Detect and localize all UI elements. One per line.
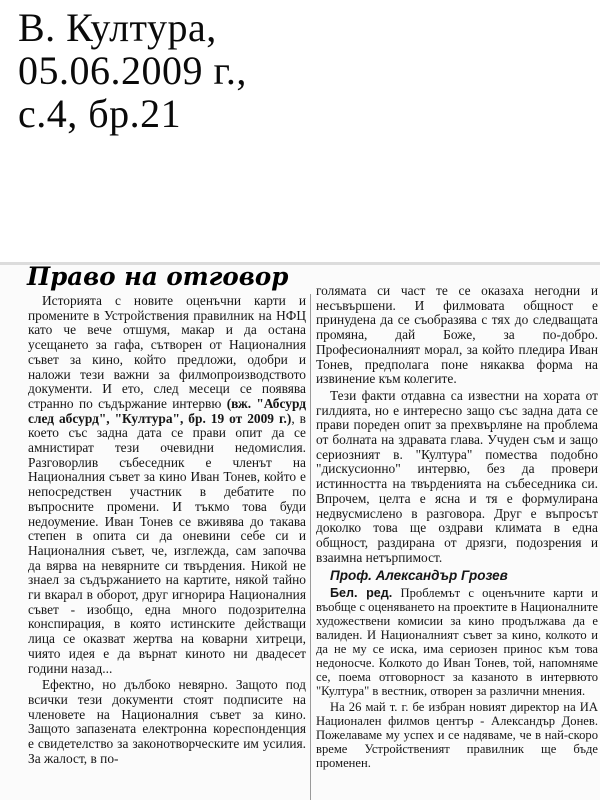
left-paragraph-2: Ефектно, но дълбоко невярно. Защото под всички тези документи стоят подписите на членовете на Националния съвет за кино. Защото запазената електронна кореспонденция е свидетелство за законотворческите им усилия. За жалост, в по- (28, 677, 306, 766)
newspaper-clipping (0, 262, 600, 800)
source-page-issue: с.4, бр.21 (18, 91, 182, 136)
right-paragraph-1: голямата си част те се оказаха негодни и несъвършени. И филмовата общност е принудена да се съобразява с тях до следващата промяна, дай Боже, за по-добро. Професионалният морал, за който пледира Иван Тонев, предполага поне някаква форма на извинение към колегите. (316, 284, 598, 387)
editor-note-text-1: Проблемът с оценъчните карти и въобще с оценяването на проектите в Националните художествени комисии за кино продължава да е валиден. И Националният съвет за кино, колкото и да не му се иска, има сериозен принос към това недоносче. Колкото до Иван Тонев, той, напомняме се, поема отговорност за казаното в интервюто "Култура" в вестник, отворен за различни мнения. (316, 586, 598, 699)
left-paragraph-1-text-b: , в което със задна дата се прави опит да се амнистират тези очевидни недомислия. Разговорлив събеседник е членът на Националния съвет за кино Иван Тонев, който е непосредствен участник в дебатите по въпросните промени. И тъкмо това буди недоумение. Иван Тонев се вживява до такава степен в опита си да оневини себе си и Националния съвет, че, изглежда, сам започва да вярва на невярните си твърдения. Никой не знаел за съдържанието на картите, някой тайно ги вкарал в оборот, друг игнорира Националния съвет - изобщо, една много подозрителна конспирация, в която истинските действащи лица се оказват жертва на коварни хитреци, чиято идея е да върнат киното ни двадесет години назад... (28, 410, 306, 676)
editor-note (316, 586, 598, 698)
left-paragraph-1 (28, 294, 306, 676)
editor-note-label: Бел. ред. (330, 586, 393, 601)
source-newspaper: В. Култура, (18, 5, 217, 50)
article-column-left (28, 294, 306, 800)
column-divider (310, 294, 311, 800)
article-column-right (316, 284, 598, 800)
right-paragraph-2: Тези факти отдавна са известни на хората от гилдията, но е интересно защо със задна дата се прави пореден опит за прехвърляне на проблема от болната на здравата глава. Учуден съм и защо сериозният в. "Култура" помества подобно "дискусионно" интервю, без да провери истинността на твърденията на събеседника си. Впрочем, целта е ясна и тя е формулирана недвусмислено в разговора. Друг е въпросът доколко това ще оздрави климата в една общност, раздирана от дрязги, подозрения и взаимна нетърпимост. (316, 387, 598, 565)
article-headline: Право на отговор (27, 262, 289, 291)
article-reference: (вж. "Абсурд след абсурд", "Култура", бр. 19 от 2009 г.) (28, 395, 306, 426)
left-paragraph-1-text-a: Историята с новите оценъчни карти и промените в Устройствения правилник на НФЦ като че вече отшумя, макар и да остана усещането за гафа, сътворен от Националния съвет за кино, който предложи, одобри и наложи тези важни за филмопроизводството документи. И ето, след месеци се появява странно по съдържание интервю (28, 294, 306, 411)
author-signature: Проф. Александър Грозев (330, 568, 508, 584)
source-date: 05.06.2009 г., (18, 48, 247, 93)
editor-note-2: На 26 май т. г. бе избран новият директор на ИА Национален филмов център - Александър Донев. Пожелаваме му успех и се надяваме, че в най-скоро време Устройственият правилник ще бъде променен. (316, 700, 598, 771)
source-citation (18, 6, 438, 135)
